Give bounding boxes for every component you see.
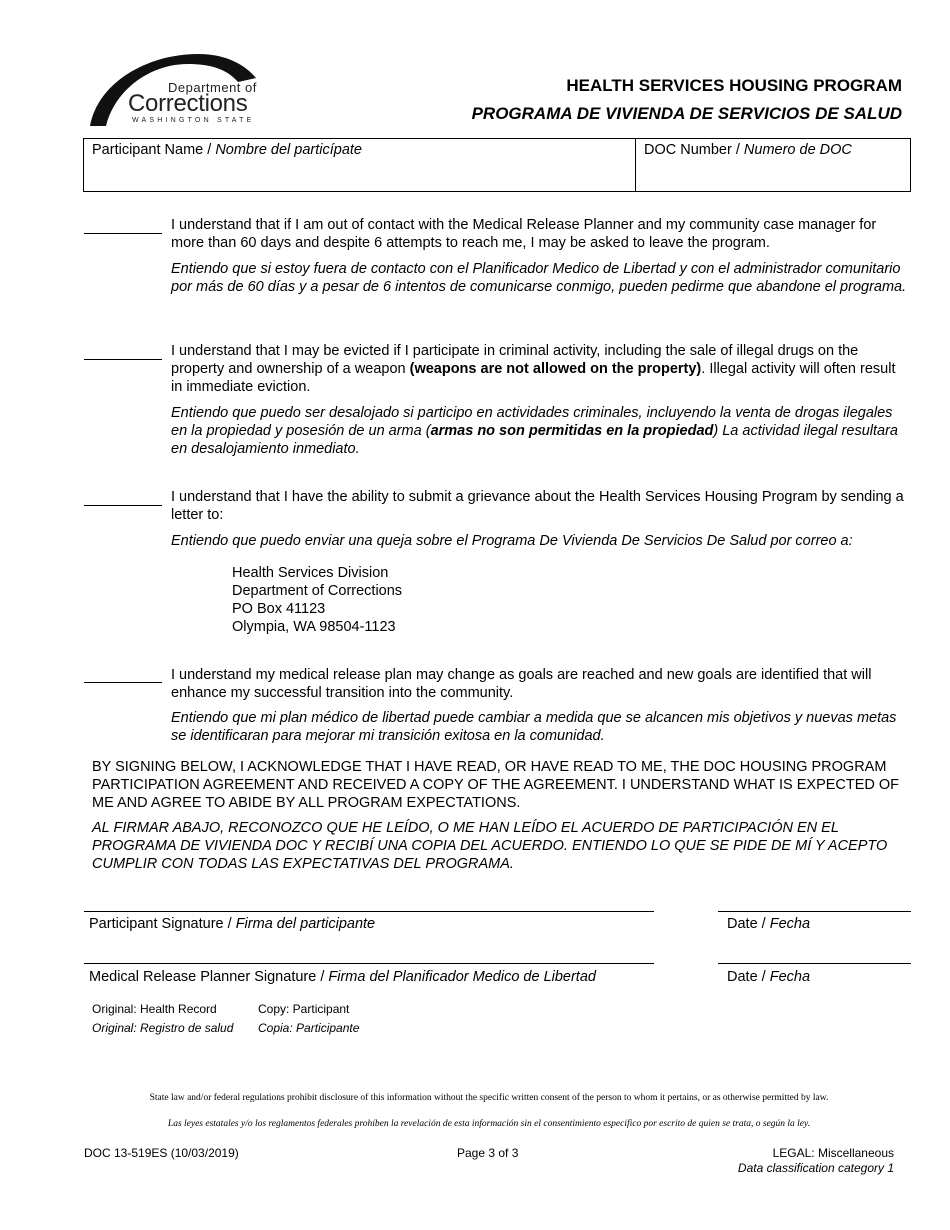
page-number: Page 3 of 3 xyxy=(457,1146,519,1160)
acknowledgement-english: BY SIGNING BELOW, I ACKNOWLEDGE THAT I HAVE READ, OR HAVE READ TO ME, THE DOC HOUSING PROGRAM PARTICIPATION AGREEMENT AND RECEIVED A COPY OF THE AGREEMENT. I UNDERSTAND WHAT IS EXPECTED OF ME AND AGREE TO ABIDE BY ALL PROGRAM EXPECTATIONS. xyxy=(92,759,900,811)
doc-number-field[interactable] xyxy=(636,139,910,191)
participant-info-box xyxy=(83,138,911,192)
planner-date-label: Date / Fecha xyxy=(727,969,811,985)
title-spanish: PROGRAMA DE VIVIENDA DE SERVICIOS DE SALUD xyxy=(471,104,902,123)
planner-signature-label: Medical Release Planner Signature / Firma del Planificador Medico de Libertad xyxy=(89,969,596,985)
item-1-english: I understand that if I am out of contact with the Medical Release Planner and my community case manager for more than 60 days and despite 6 attempts to reach me, I may be asked to leave the program. xyxy=(171,217,877,251)
item-2-english: I understand that I may be evicted if I participate in criminal activity, including the sale of illegal drugs on the property and ownership of a weapon (weapons are not allowed on the property). Illegal activity will often result in immediate eviction. xyxy=(171,343,896,395)
planner-date-line[interactable] xyxy=(718,963,911,964)
participant-signature-label: Participant Signature / Firma del participante xyxy=(89,916,376,932)
distribution-copy: Copy: Participant Copia: Participante xyxy=(258,1002,360,1035)
address-line-1: Health Services Division xyxy=(232,565,389,581)
logo-line-3: WASHINGTON STATE xyxy=(132,117,255,124)
initial-line-1[interactable] xyxy=(84,233,162,234)
initial-line-4[interactable] xyxy=(84,682,162,683)
participant-signature-line[interactable] xyxy=(84,911,654,912)
planner-signature-line[interactable] xyxy=(84,963,654,964)
initial-line-2[interactable] xyxy=(84,359,162,360)
participant-date-line[interactable] xyxy=(718,911,911,912)
item-4-english: I understand my medical release plan may change as goals are reached and new goals are identified that will enhance my successful transition into the community. xyxy=(171,667,872,701)
item-1-spanish: Entiendo que si estoy fuera de contacto con el Planificador Medico de Libertad y con el administrador comunitario por más de 60 días y a pesar de 6 intentos de comunicarse conmigo, pueden pedirme que abandone el programa. xyxy=(171,261,907,295)
item-2-spanish: Entiendo que puedo ser desalojado si participo en actividades criminales, incluyendo la venta de drogas ilegales en la propiedad y posesión de un arma (armas no son permitidas en la propiedad) La actividad ilegal resultara en desalojamiento inmediato. xyxy=(171,405,898,457)
address-line-2: Department of Corrections xyxy=(232,583,403,599)
doc-number-label: DOC Number / Numero de DOC xyxy=(644,142,852,158)
address-line-3: PO Box 41123 xyxy=(232,601,326,617)
participant-date-label: Date / Fecha xyxy=(727,916,811,932)
doc-logo xyxy=(88,52,268,128)
legal-notice-english: State law and/or federal regulations prohibit disclosure of this information without the specific written consent of the person to whom it pertains, or as otherwise permitted by law. xyxy=(149,1093,829,1103)
logo-line-2: Corrections xyxy=(128,90,248,117)
distribution-original: Original: Health Record Original: Registro de salud xyxy=(92,1002,234,1035)
address-line-4: Olympia, WA 98504-1123 xyxy=(232,619,396,635)
form-id: DOC 13-519ES (10/03/2019) xyxy=(84,1146,239,1160)
logo-line-1: Department of xyxy=(168,80,257,95)
item-3-english: I understand that I have the ability to submit a grievance about the Health Services Housing Program by sending a letter to: xyxy=(171,489,904,523)
participant-name-field[interactable] xyxy=(84,139,636,191)
initial-line-3[interactable] xyxy=(84,505,162,506)
item-3-spanish: Entiendo que puedo enviar una queja sobre el Programa De Vivienda De Servicios De Salud por correo a: xyxy=(171,533,853,549)
participant-name-label: Participant Name / Nombre del particípate xyxy=(92,142,362,158)
legal-notice-spanish: Las leyes estatales y/o los reglamentos federales prohíben la revelación de esta información sin el consentimiento específico por escrito de quien se trata, o según la ley. xyxy=(167,1119,811,1129)
acknowledgement-spanish: AL FIRMAR ABAJO, RECONOZCO QUE HE LEÍDO, O ME HAN LEÍDO EL ACUERDO DE PARTICIPACIÓN EN EL PROGRAMA DE VIVIENDA DOC Y RECIBÍ UNA COPIA DEL ACUERDO. ENTIENDO LO QUE SE PIDE DE MÍ Y ACEPTO CUMPLIR CON TODAS LAS EXPECTATIVAS DEL PROGRAMA. xyxy=(92,820,888,872)
item-4-spanish: Entiendo que mi plan médico de libertad puede cambiar a medida que se alcancen mis objetivos y nuevas metas se identificaran para mejorar mi transición exitosa en la comunidad. xyxy=(171,710,897,744)
legal-category: LEGAL: Miscellaneous Data classification category 1 xyxy=(737,1146,894,1175)
title-english: HEALTH SERVICES HOUSING PROGRAM xyxy=(566,76,902,95)
